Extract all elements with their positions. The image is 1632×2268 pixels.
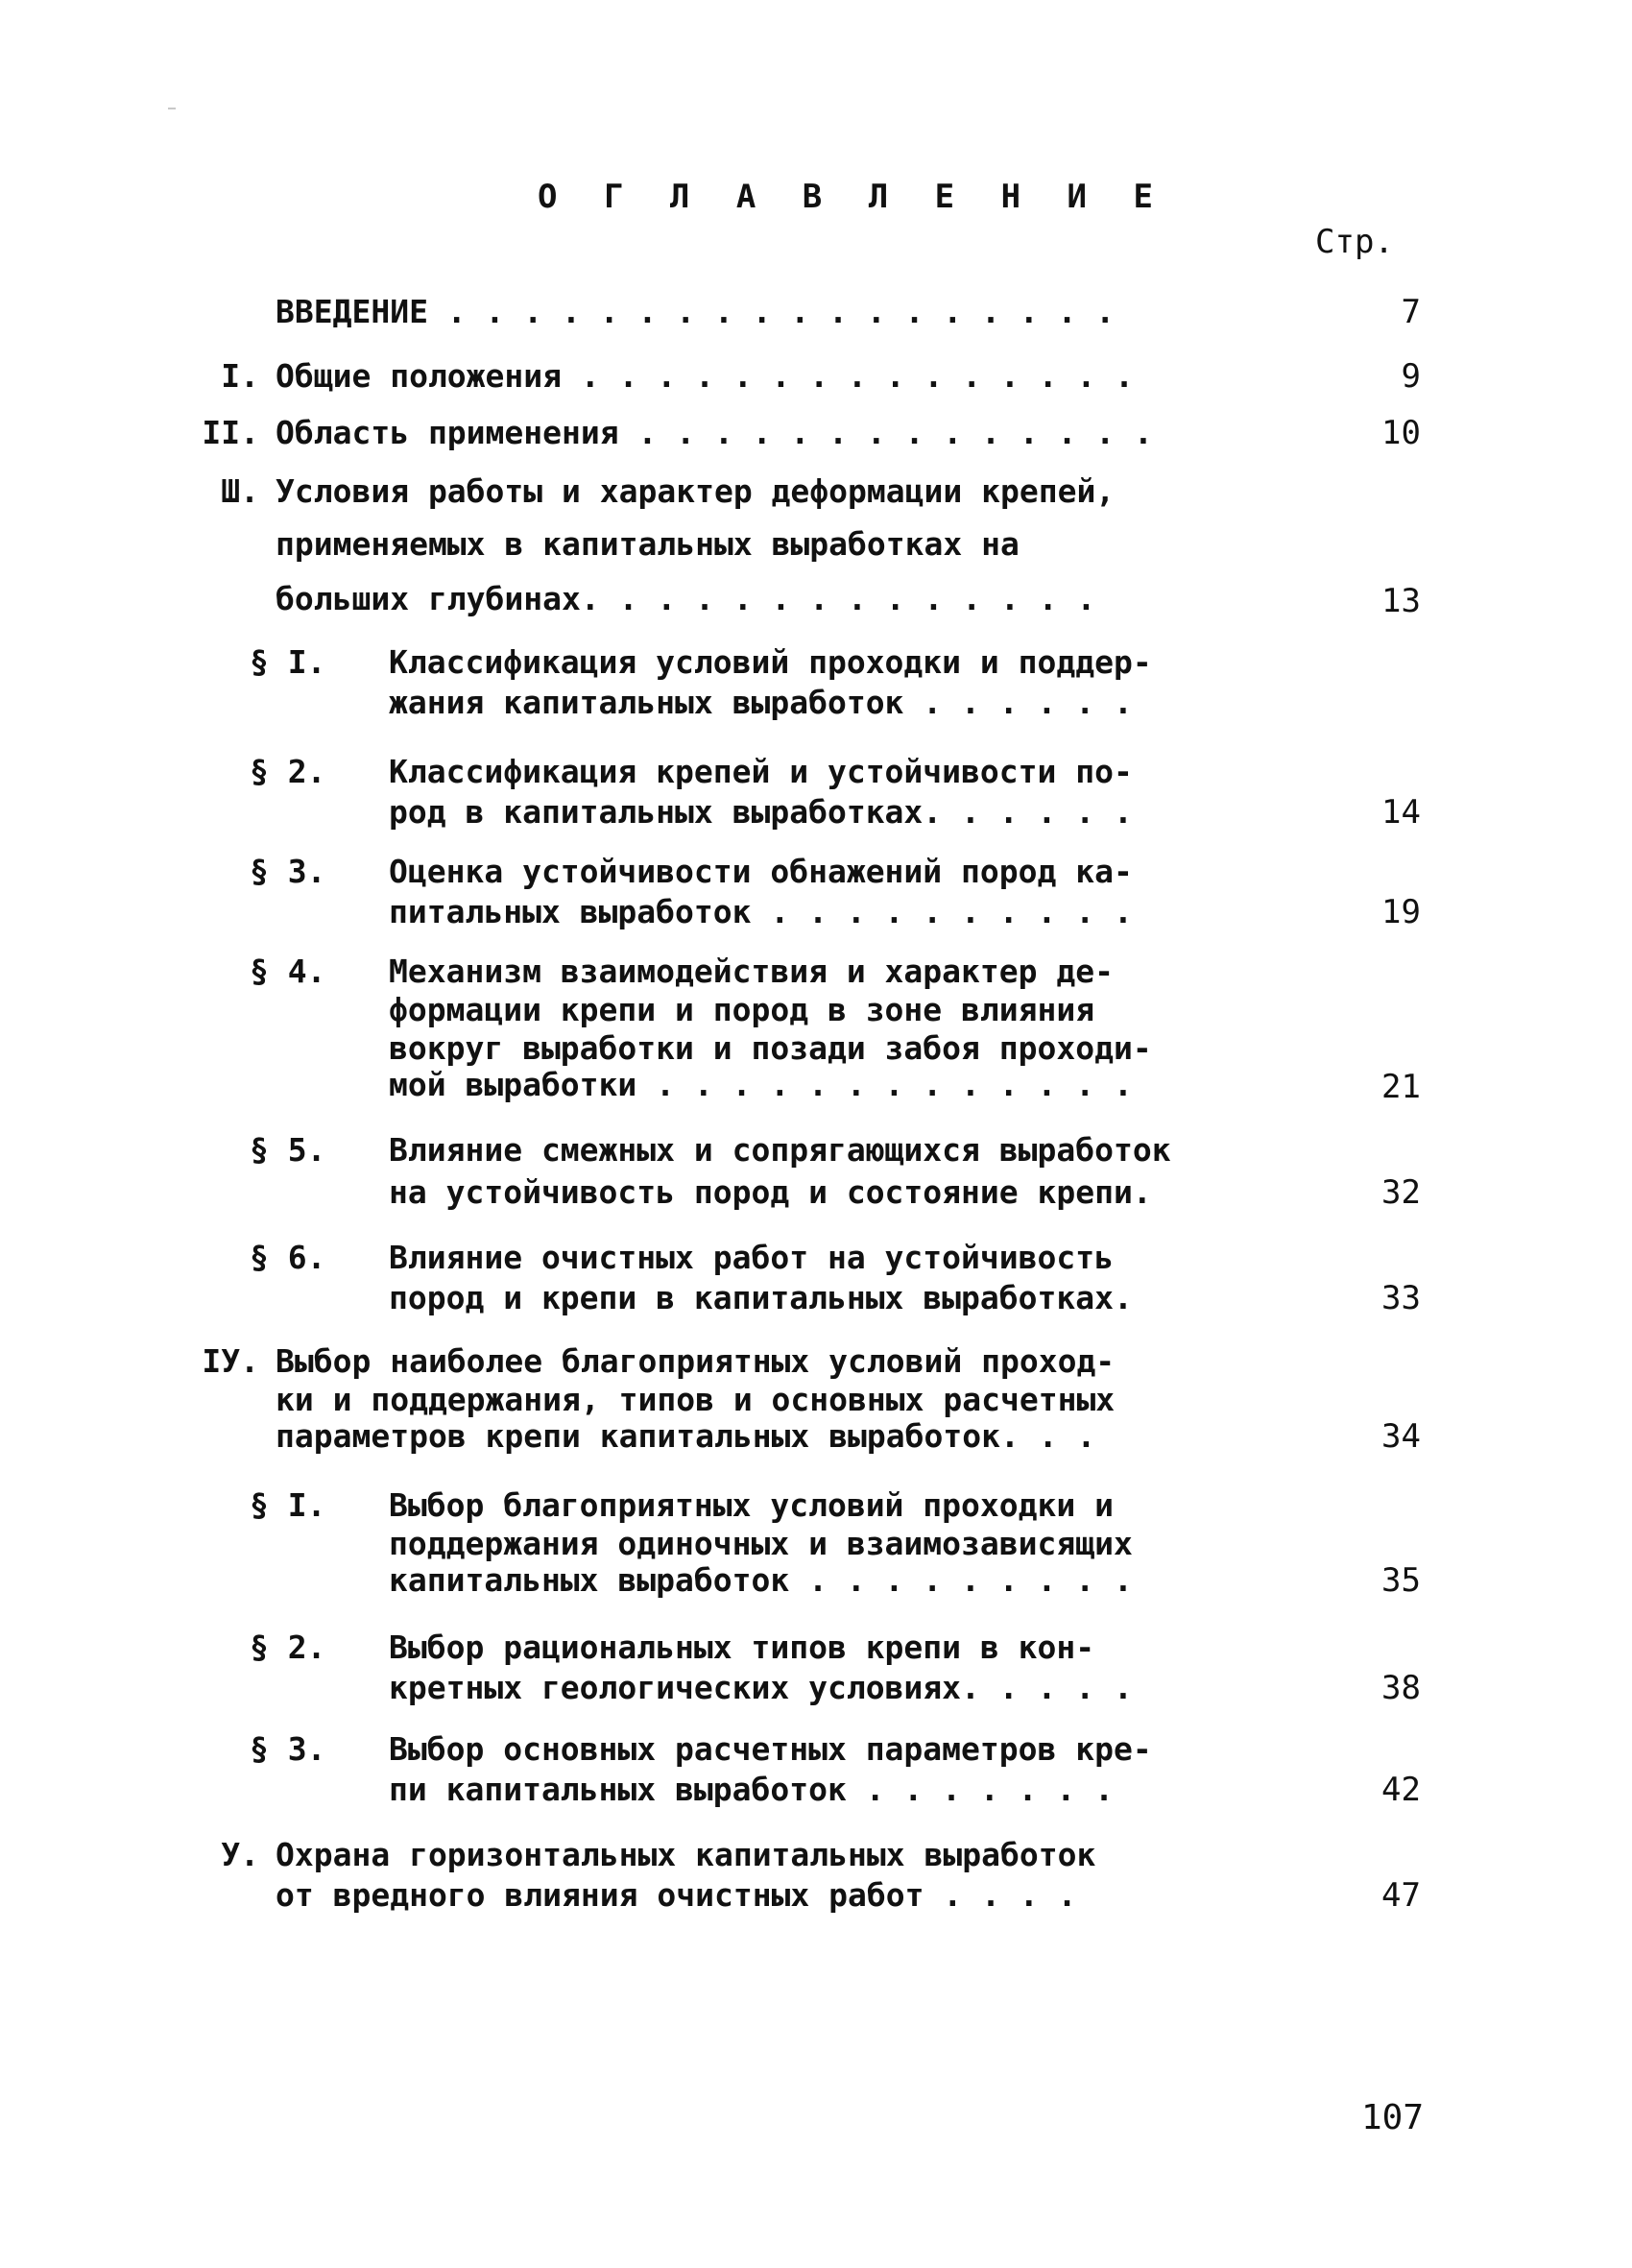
toc-entry-page: 19 — [1381, 893, 1421, 931]
toc-entry-page: 14 — [1381, 793, 1421, 832]
toc-entry-text: ки и поддержания, типов и основных расчетных — [276, 1381, 1116, 1418]
toc-entry-text: пи капитальных выработок . . . . . . . — [389, 1771, 1114, 1808]
toc-entry-page: 9 — [1401, 357, 1421, 396]
toc-entry-text: Классификация крепей и устойчивости по- — [389, 753, 1133, 790]
toc-entry-page: 47 — [1381, 1876, 1421, 1915]
toc-entry-number: I. — [221, 357, 259, 395]
toc-entry-page: 33 — [1381, 1279, 1421, 1317]
page-title: О Г Л А В Л Е Н И Е — [538, 178, 1166, 216]
toc-entry-text: вокруг выработки и позади забоя проходи- — [389, 1029, 1152, 1067]
page-number: 107 — [1361, 2098, 1425, 2137]
toc-entry-number: II. — [202, 414, 259, 451]
toc-entry-text: формации крепи и пород в зоне влияния — [389, 991, 1095, 1028]
toc-entry-page: 42 — [1381, 1771, 1421, 1809]
toc-entry-text: поддержания одиночных и взаимозависящих — [389, 1525, 1133, 1562]
toc-entry-text: Механизм взаимодействия и характер де- — [389, 953, 1114, 990]
toc-entry-page: 38 — [1381, 1669, 1421, 1707]
toc-entry-page: 32 — [1381, 1173, 1421, 1212]
toc-entry-text: мой выработки . . . . . . . . . . . . . — [389, 1066, 1133, 1103]
toc-entry-number: IУ. — [202, 1342, 259, 1380]
toc-entry-text: род в капитальных выработках. . . . . . — [389, 793, 1133, 831]
toc-entry-page: 10 — [1381, 414, 1421, 452]
toc-entry-text: Оценка устойчивости обнажений пород ка- — [389, 853, 1133, 890]
toc-entry-text: Влияние очистных работ на устойчивость — [389, 1239, 1114, 1276]
toc-entry-number: § I. — [250, 1486, 326, 1524]
toc-entry-text: капитальных выработок . . . . . . . . . — [389, 1561, 1133, 1599]
toc-entry-text: Выбор наиболее благоприятных условий проход- — [276, 1342, 1116, 1380]
toc-entry-text: жания капитальных выработок . . . . . . — [389, 684, 1133, 721]
toc-entry-text: от вредного влияния очистных работ . . . . — [276, 1876, 1077, 1914]
scan-artifact — [168, 108, 176, 109]
toc-entry-number: § 6. — [250, 1239, 326, 1276]
toc-entry-text: на устойчивость пород и состояние крепи. — [389, 1173, 1152, 1211]
toc-entry-page: 21 — [1381, 1068, 1421, 1106]
toc-entry-text: Область применения . . . . . . . . . . . . . . — [276, 414, 1153, 451]
toc-entry-number: § I. — [250, 643, 326, 681]
toc-entry-page: 7 — [1401, 293, 1421, 331]
toc-entry-page: 34 — [1381, 1417, 1421, 1456]
toc-entry-text: питальных выработок . . . . . . . . . . — [389, 893, 1133, 930]
toc-entry-page: 35 — [1381, 1561, 1421, 1600]
toc-entry-text: Классификация условий проходки и поддер- — [389, 643, 1152, 681]
toc-entry-text: параметров крепи капитальных выработок. . . — [276, 1417, 1096, 1455]
toc-entry-text: применяемых в капитальных выработках на — [276, 525, 1020, 563]
toc-entry-text: больших глубинах. . . . . . . . . . . . . . — [276, 580, 1096, 617]
toc-entry-text: Общие положения . . . . . . . . . . . . . . . — [276, 357, 1135, 395]
toc-entry-number: § 4. — [250, 953, 326, 990]
toc-entry-number: § 2. — [250, 753, 326, 790]
page-column-label: Стр. — [1315, 223, 1394, 261]
toc-entry-text: Охрана горизонтальных капитальных выработок — [276, 1836, 1096, 1873]
toc-entry-text: Выбор рациональных типов крепи в кон- — [389, 1629, 1095, 1666]
toc-entry-number: § 5. — [250, 1131, 326, 1169]
toc-entry-text: кретных геологических условиях. . . . . — [389, 1669, 1133, 1706]
toc-entry-page: 13 — [1381, 582, 1421, 620]
toc-entry-number: § 2. — [250, 1629, 326, 1666]
toc-entry-number: § 3. — [250, 853, 326, 890]
toc-entry-number: Ш. — [221, 472, 259, 510]
toc-entry-text: Выбор благоприятных условий проходки и — [389, 1486, 1114, 1524]
toc-entry-number: § 3. — [250, 1730, 326, 1768]
toc-entry-text: ВВЕДЕНИЕ . . . . . . . . . . . . . . . . . . — [276, 293, 1116, 330]
toc-entry-number: У. — [221, 1836, 259, 1873]
toc-entry-text: Условия работы и характер деформации крепей, — [276, 472, 1116, 510]
toc-entry-text: Выбор основных расчетных параметров кре- — [389, 1730, 1152, 1768]
toc-entry-text: Влияние смежных и сопрягающихся выработок — [389, 1131, 1171, 1169]
toc-entry-text: пород и крепи в капитальных выработках. — [389, 1279, 1133, 1316]
